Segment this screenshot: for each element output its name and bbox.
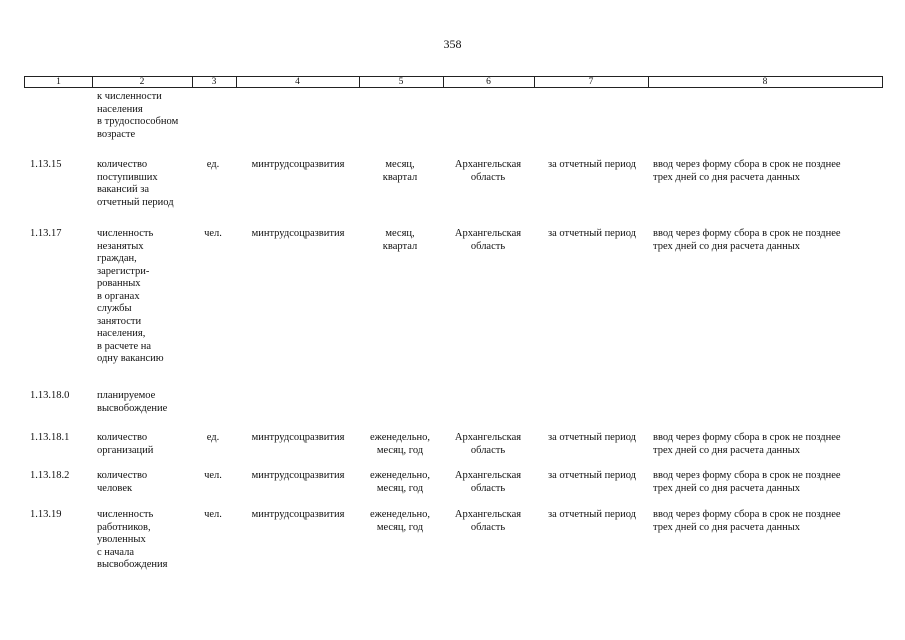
territory: Архангельская область — [454, 470, 522, 494]
indicator-code: 1.13.18.2 — [30, 470, 70, 481]
column-number-5: 5 — [359, 77, 444, 87]
responsible-agency: минтрудсоцразвития — [251, 432, 345, 443]
indicator-code: 1.13.15 — [30, 159, 62, 170]
indicator-unit: чел. — [204, 228, 222, 239]
indicator-unit: чел. — [204, 509, 222, 520]
column-number-3: 3 — [192, 77, 237, 87]
page-number: 358 — [443, 37, 462, 51]
territory: Архангельская область — [454, 509, 522, 533]
frequency: месяц, квартал — [382, 159, 418, 183]
indicator-name: количество организаций — [97, 432, 154, 456]
indicator-name: численность незанятых граждан, зарегистри- рованных в органах службы занятости населения, в расчете на одну вакансию — [97, 228, 164, 364]
reporting-period: за отчетный период — [547, 470, 637, 481]
responsible-agency: минтрудсоцразвития — [251, 470, 345, 481]
column-number-1: 1 — [25, 77, 93, 87]
column-number-2: 2 — [92, 77, 193, 87]
indicator-unit: чел. — [204, 470, 222, 481]
input-method: ввод через форму сбора в срок не позднее трех дней со дня расчета данных — [653, 509, 841, 533]
responsible-agency: минтрудсоцразвития — [251, 159, 345, 170]
reporting-period: за отчетный период — [547, 228, 637, 239]
input-method: ввод через форму сбора в срок не позднее трех дней со дня расчета данных — [653, 228, 841, 252]
indicator-unit: ед. — [206, 159, 220, 170]
responsible-agency: минтрудсоцразвития — [251, 509, 345, 520]
territory: Архангельская область — [454, 228, 522, 252]
column-number-header — [24, 76, 883, 88]
column-number-6: 6 — [443, 77, 535, 87]
input-method: ввод через форму сбора в срок не позднее трех дней со дня расчета данных — [653, 159, 841, 183]
frequency: еженедельно, месяц, год — [369, 470, 431, 494]
indicator-name: планируемое высвобождение — [97, 390, 168, 414]
column-number-7: 7 — [534, 77, 649, 87]
indicator-name: количество поступивших вакансий за отчетный период — [97, 159, 174, 208]
frequency: месяц, квартал — [382, 228, 418, 252]
indicator-code: 1.13.18.1 — [30, 432, 70, 443]
reporting-period: за отчетный период — [547, 159, 637, 170]
input-method: ввод через форму сбора в срок не позднее трех дней со дня расчета данных — [653, 432, 841, 456]
reporting-period: за отчетный период — [547, 432, 637, 443]
frequency: еженедельно, месяц, год — [369, 509, 431, 533]
indicator-code: 1.13.19 — [30, 509, 62, 520]
column-number-4: 4 — [236, 77, 360, 87]
territory: Архангельская область — [454, 159, 522, 183]
indicator-unit: ед. — [206, 432, 220, 443]
indicator-name: к численности населения в трудоспособном возрасте — [97, 91, 179, 140]
indicator-code: 1.13.17 — [30, 228, 62, 239]
reporting-period: за отчетный период — [547, 509, 637, 520]
frequency: еженедельно, месяц, год — [369, 432, 431, 456]
column-number-8: 8 — [762, 77, 768, 87]
territory: Архангельская область — [454, 432, 522, 456]
responsible-agency: минтрудсоцразвития — [251, 228, 345, 239]
input-method: ввод через форму сбора в срок не позднее трех дней со дня расчета данных — [653, 470, 841, 494]
indicator-name: количество человек — [97, 470, 148, 494]
indicator-name: численность работников, уволенных с начала высвобождения — [97, 509, 168, 570]
indicator-code: 1.13.18.0 — [30, 390, 70, 401]
